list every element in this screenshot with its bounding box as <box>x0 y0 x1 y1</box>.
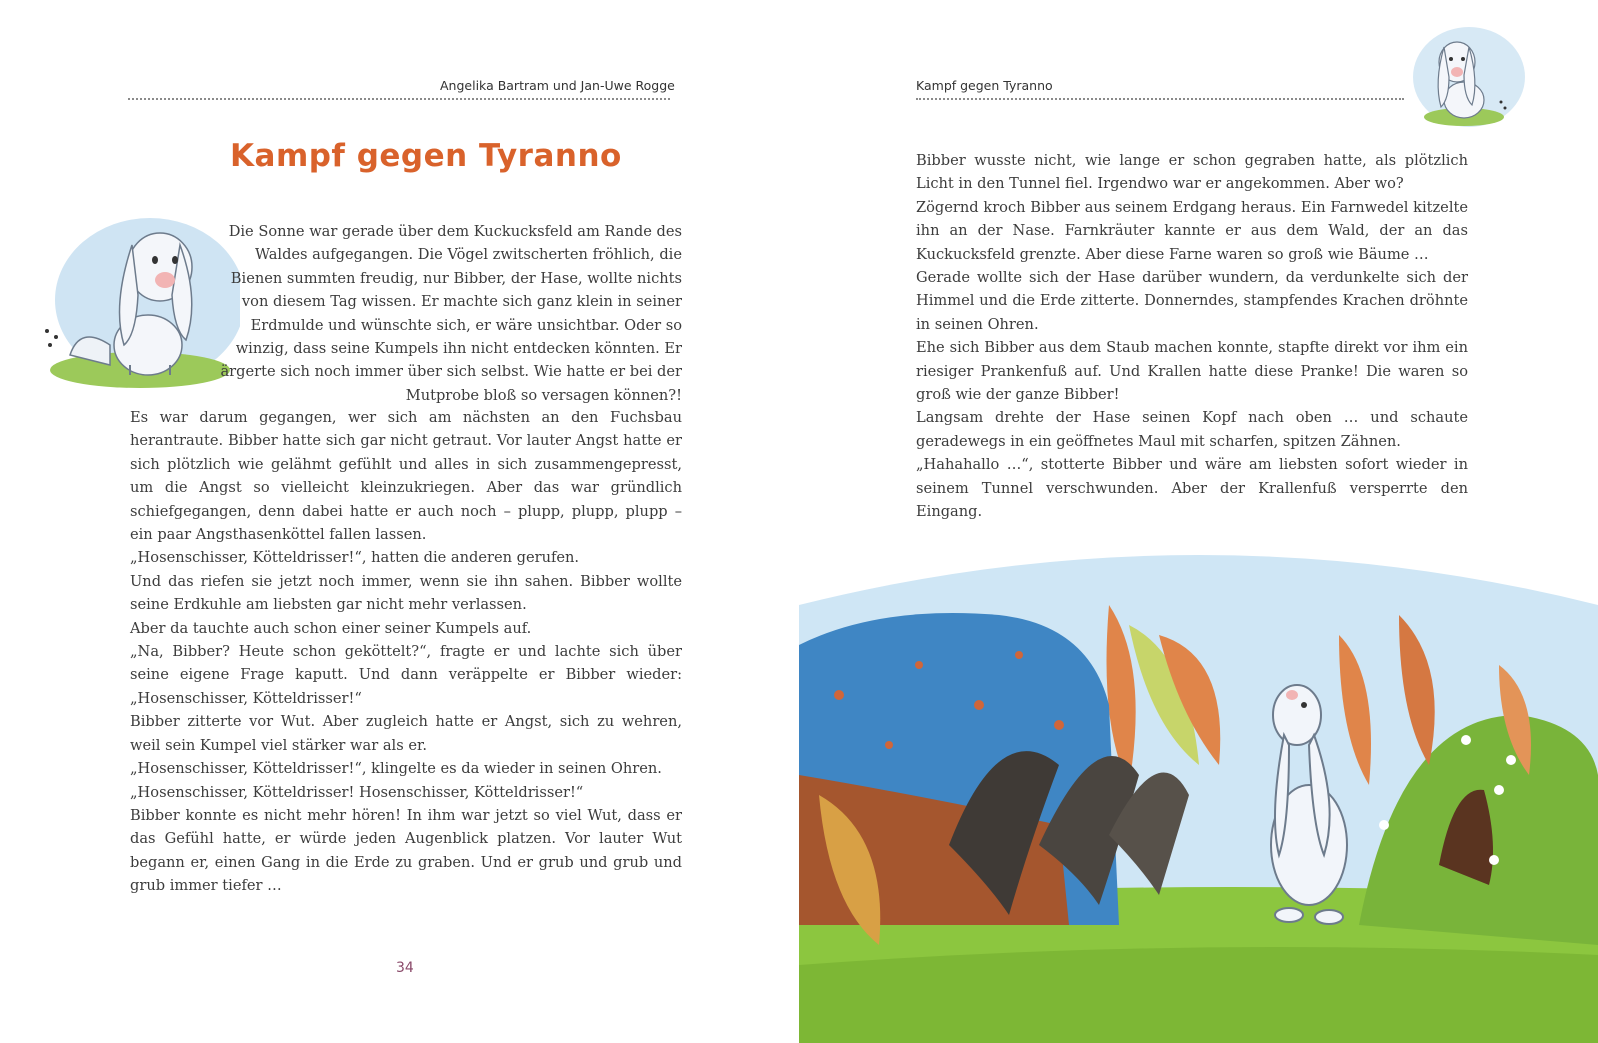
paragraph: Bibber zitterte vor Wut. Aber zugleich hatte er Angst, sich zu wehren, weil sein Kumpel viel stärker war als er. <box>130 713 682 754</box>
paragraph: Zögernd kroch Bibber aus seinem Erdgang heraus. Ein Farnwedel kitzelte ihn an der Nase. Farnkräuter kannte er aus dem Wald, der an das Kuckucksfeld grenzte. Aber diese Farne waren so groß wie Bäume … <box>916 198 1468 263</box>
running-head-rule <box>128 98 670 100</box>
paragraph: „Hosenschisser, Kötteldrisser!“, klingelte es da wieder in seinen Ohren. <box>130 760 662 778</box>
paragraph: Bibber wusste nicht, wie lange er schon gegraben hatte, als plötzlich Licht in den Tunnel fiel. Irgendwo war er angekommen. Aber wo? <box>916 152 1468 193</box>
intro-line: winzig, dass seine Kumpels ihn nicht entdecken könnten. Er <box>235 340 682 358</box>
intro-line: Waldes aufgegangen. Die Vögel zwitscherten fröhlich, die <box>254 246 682 264</box>
paragraph: „Hosenschisser, Kötteldrisser! Hosenschisser, Kötteldrisser!“ <box>130 783 584 801</box>
paragraph: Langsam drehte der Hase seinen Kopf nach oben … und schaute geradewegs in ein geöffnetes Maul mit scharfen, spitzen Zähnen. <box>916 409 1468 450</box>
paragraph: Und das riefen sie jetzt noch immer, wenn sie ihn sahen. Bibber wollte seine Erdkuhle am liebsten gar nicht mehr verlassen. <box>130 572 682 614</box>
paragraph: Es war darum gegangen, wer sich am nächsten an den Fuchsbau herantraute. Bibber hatte sich gar nicht getraut. Vor lauter Angst hatte er sich plötzlich wie gelähmt gefühlt und alles in sich zusammengepresst, um die Angst so vielleicht kleinzukriegen. Aber das war gründlich schiefgegangen, denn dabei hatte er auch noch – plupp, plupp, plupp – ein paar Angsthasenköttel fallen lassen. <box>130 409 682 544</box>
intro-line: ärgerte sich noch immer über sich selbst. Wie hatte er bei der <box>220 363 682 381</box>
paragraph: „Na, Bibber? Heute schon geköttelt?“, fragte er und lachte sich über seine eigene Frage kaputt. Und dann veräppelte er Bibber wieder: „Hosenschisser, Kötteldrisser!“ <box>130 643 682 707</box>
intro-paragraph <box>130 220 682 407</box>
intro-line: Mutprobe bloß so versagen können?! <box>405 386 682 404</box>
paragraph: Gerade wollte sich der Hase darüber wundern, da verdunkelte sich der Himmel und die Erde zitterte. Donnerndes, stampfendes Krachen dröhnte in seinen Ohren. <box>916 269 1468 333</box>
intro-line: von diesem Tag wissen. Er machte sich ganz klein in seiner <box>241 293 682 311</box>
paragraph: „Hosenschisser, Kötteldrisser!“, hatten die anderen gerufen. <box>130 549 580 567</box>
paragraph: Bibber konnte es nicht mehr hören! In ihm war jetzt so viel Wut, dass er das Gefühl hatte, er würde jeden Augenblick platzen. Vor lauter Wut begann er, einen Gang in die Erde zu graben. Und er grub und grub und grub immer tiefer … <box>130 806 682 895</box>
dinosaur-foot-illustration <box>799 545 1598 1043</box>
running-head-rule <box>916 98 1404 100</box>
page-number: 34 <box>396 960 414 976</box>
chapter-title: Kampf gegen Tyranno <box>230 138 622 174</box>
running-head-authors: Angelika Bartram und Jan-Uwe Rogge <box>440 78 675 93</box>
intro-line: Die Sonne war gerade über dem Kuckucksfeld am Rande des <box>228 223 682 240</box>
intro-line: Erdmulde und wünschte sich, er wäre unsichtbar. Oder so <box>250 316 682 334</box>
running-head-chapter: Kampf gegen Tyranno <box>916 78 1053 93</box>
corner-bunny-image <box>1409 22 1529 132</box>
paragraph: Aber da tauchte auch schon einer seiner Kumpels auf. <box>130 619 532 637</box>
right-body-text <box>916 149 1468 524</box>
left-body-text <box>130 406 682 898</box>
intro-line: Bienen summten freudig, nur Bibber, der Hase, wollte nichts <box>230 269 682 287</box>
paragraph: Ehe sich Bibber aus dem Staub machen konnte, stapfte direkt vor ihm ein riesiger Prankenfuß auf. Und Krallen hatte diese Pranke! Die waren so groß wie der ganze Bibber! <box>916 339 1468 404</box>
paragraph: „Hahahallo …“, stotterte Bibber und wäre am liebsten sofort wieder in seinem Tunnel verschwunden. Aber der Krallenfuß versperrte den Eingang. <box>916 456 1468 521</box>
